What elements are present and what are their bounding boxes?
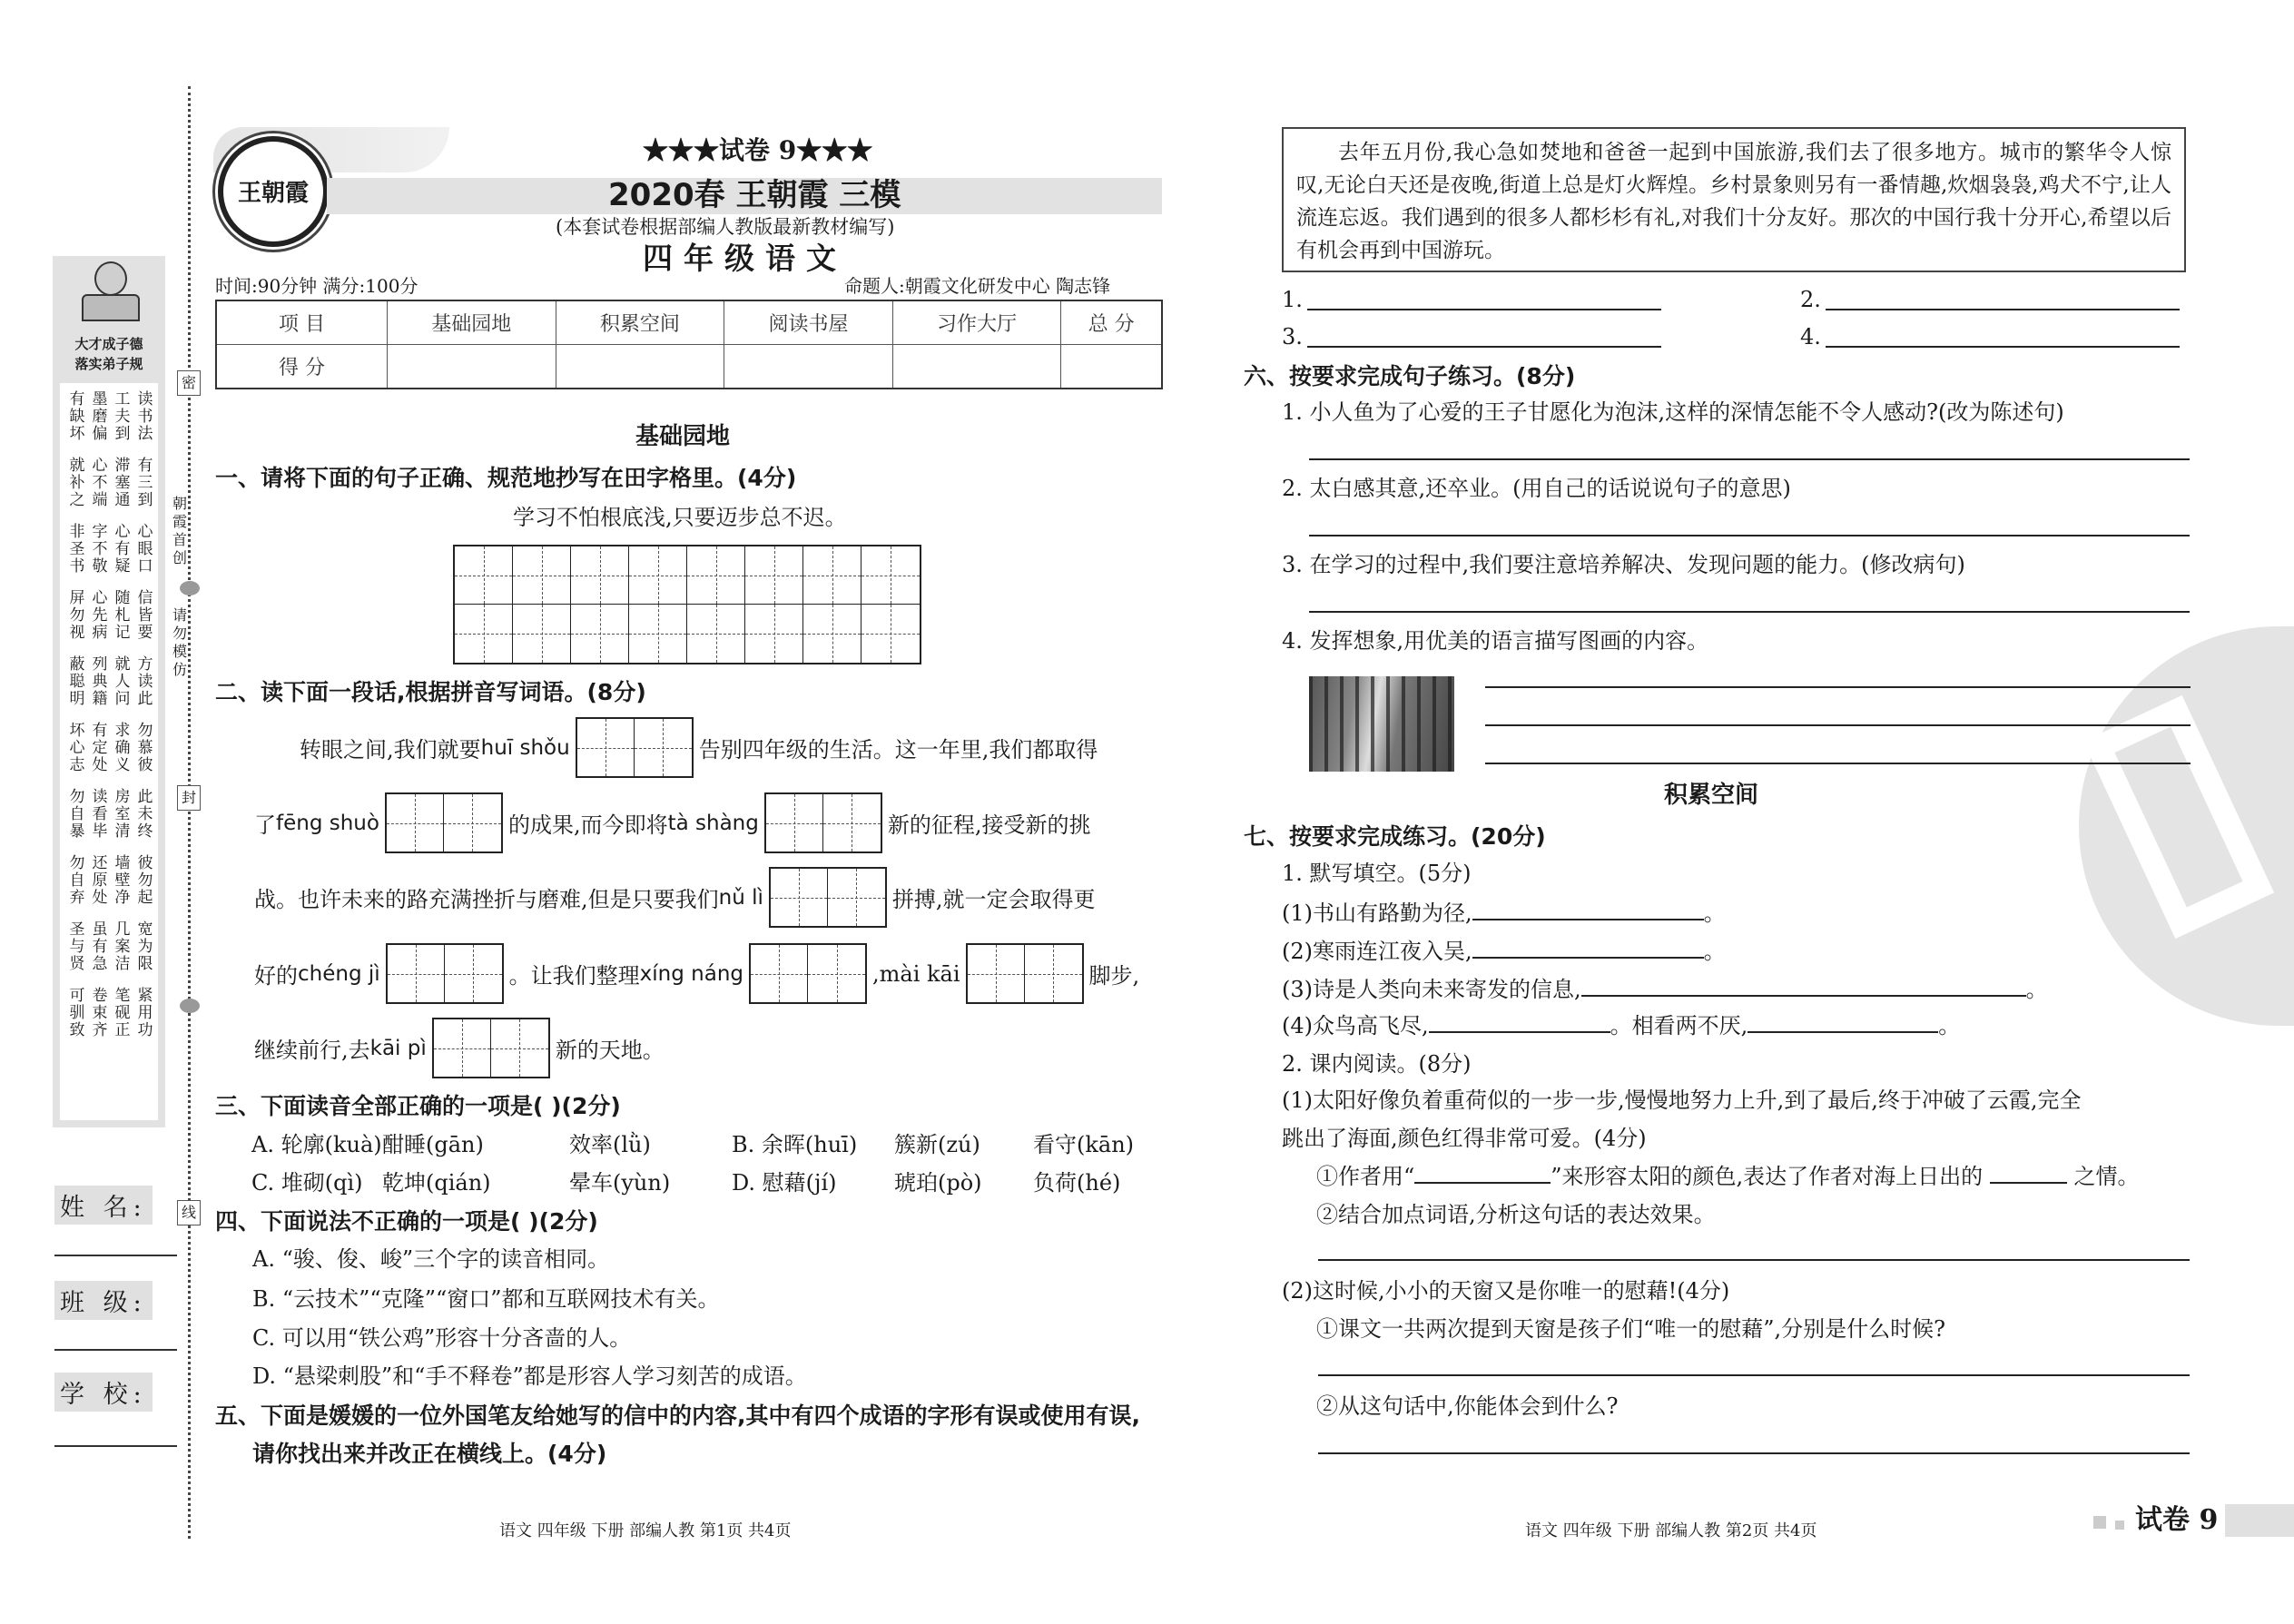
- verse-group: [60, 383, 158, 449]
- tianzige-cell[interactable]: [968, 945, 1025, 1002]
- tianzige-cell[interactable]: [687, 605, 745, 663]
- pronunciation-option: 簇新(zú): [894, 1132, 980, 1157]
- recite-item-1: (1)书山有路勤为径, 。: [1282, 901, 1726, 926]
- pinyin-label: kāi pì: [369, 1036, 427, 1060]
- score-cell[interactable]: [388, 345, 556, 389]
- recite-item-3: (3)诗是人类向未来寄发的信息, 。: [1282, 977, 2048, 1002]
- pinyin-answer-box[interactable]: [749, 943, 867, 1004]
- tianzige-cell[interactable]: [434, 1019, 491, 1077]
- verse-column: 有定处: [88, 722, 107, 773]
- answer-blank[interactable]: [1414, 1164, 1551, 1184]
- verse-column: 彼勿起: [133, 854, 153, 906]
- pinyin-answer-box[interactable]: [966, 943, 1084, 1004]
- verse-column: 滞塞通: [111, 457, 130, 508]
- verse-column: 宽为限: [133, 920, 153, 972]
- recite-blank[interactable]: [1581, 977, 2026, 997]
- verse-group: [60, 913, 158, 979]
- pronunciation-option: 琥珀(pò): [894, 1170, 982, 1196]
- paragraph-text: 告别四年级的生活。这一年里,我们都取得: [698, 737, 1098, 763]
- seal-mark-feng: 封: [177, 785, 201, 811]
- forest-picture: [1309, 676, 1454, 772]
- header-cell: 总 分: [1061, 300, 1162, 345]
- score-cell[interactable]: [724, 345, 893, 389]
- option-b[interactable]: B. “云技术”“克隆”“窗口”都和互联网技术有关。: [252, 1286, 720, 1312]
- part-title-accumulation: 积累空间: [1664, 782, 1759, 809]
- s6-question-3: 3. 在学习的过程中,我们要注意培养解决、发现问题的能力。(修改病句): [1282, 552, 1965, 577]
- verse-column: 墙壁净: [111, 854, 130, 906]
- section-5-title-cont: 请你找出来并改正在横线上。(4分): [252, 1441, 607, 1467]
- s6-answer-line-3[interactable]: [1309, 611, 2190, 613]
- verse-column: 几案洁: [111, 920, 130, 972]
- corner-paper-label: 试卷 9: [2135, 1504, 2219, 1536]
- section-1-title: 一、请将下面的句子正确、规范地抄写在田字格里。(4分): [215, 465, 797, 491]
- answer-line-3[interactable]: [1307, 346, 1661, 348]
- tianzige-cell[interactable]: [444, 794, 501, 851]
- tianzige-cell[interactable]: [861, 605, 920, 663]
- tianzige-cell[interactable]: [387, 794, 444, 851]
- score-cell[interactable]: [1061, 345, 1162, 389]
- grid-row: [455, 546, 920, 605]
- reading-answer-line-3[interactable]: [1318, 1452, 2190, 1454]
- paragraph-line: [254, 943, 1162, 1004]
- header-cell: 基础园地: [388, 300, 556, 345]
- recite-item-4: (4)众鸟高飞尽, 。相看两不厌, 。: [1282, 1013, 1961, 1038]
- s7-q2-title: 2. 课内阅读。(8分): [1282, 1051, 1472, 1077]
- tianzige-cell[interactable]: [766, 794, 823, 851]
- verse-column: 笔砚正: [111, 987, 130, 1038]
- tianzige-cell[interactable]: [571, 546, 629, 605]
- recite-blank[interactable]: [1748, 1013, 1938, 1033]
- paragraph-text: 战。也许未来的路充满挫折与磨难,但是只要我们: [254, 887, 719, 912]
- tianzige-cell[interactable]: [861, 546, 920, 605]
- picture-answer-line-1[interactable]: [1485, 686, 2191, 688]
- paragraph-text: ,mài kāi: [872, 960, 960, 987]
- verse-column: 非圣书: [65, 523, 84, 575]
- verse-column: 坏心志: [65, 722, 84, 773]
- notice-original: 朝霞首创: [172, 495, 187, 566]
- recite-item-2: (2)寒雨连江夜入吴, 。: [1282, 939, 1726, 964]
- answer-label-3: 3.: [1282, 324, 1303, 349]
- letter-excerpt-box: [1282, 127, 2186, 272]
- pinyin-label: huī shǒu: [480, 735, 570, 760]
- motto-line-2: 落实弟子规: [74, 356, 143, 372]
- page-footer-1: 语文 四年级 下册 部编人教 第1页 共4页: [499, 1521, 792, 1540]
- scholar-illustration: [82, 261, 136, 325]
- score-cell[interactable]: [556, 345, 724, 389]
- school-field[interactable]: [54, 1445, 177, 1447]
- paper-number: ★★★试卷 9★★★: [643, 135, 873, 165]
- option-a[interactable]: A. “骏、俊、峻”三个字的读音相同。: [252, 1246, 610, 1272]
- corner-band: [2225, 1504, 2294, 1537]
- reading-answer-line-2[interactable]: [1318, 1374, 2190, 1376]
- motto-line-1: 大才成子德: [74, 336, 143, 352]
- score-table-header-row: [216, 300, 1162, 345]
- pronunciation-option[interactable]: A. 轮廓(kuà): [251, 1132, 382, 1157]
- reading-passage-2: (2)这时候,小小的天窗又是你唯一的慰藉!(4分): [1282, 1278, 1730, 1304]
- verse-column: 虽有急: [88, 920, 107, 972]
- header-cell: 积累空间: [556, 300, 724, 345]
- paragraph-text: 的成果,而今即将: [507, 812, 668, 838]
- verse-column: 屏勿视: [65, 589, 84, 641]
- tianzige-cell[interactable]: [388, 945, 445, 1002]
- pronunciation-option[interactable]: B. 余晖(huī): [732, 1132, 858, 1157]
- name-field[interactable]: [54, 1255, 177, 1256]
- tianzige-cell[interactable]: [803, 546, 861, 605]
- part-title-basics: 基础园地: [635, 423, 731, 450]
- verse-group: [60, 516, 158, 582]
- score-cell[interactable]: [892, 345, 1061, 389]
- s6-question-2: 2. 太白感其意,还卒业。(用自己的话说说句子的意思): [1282, 476, 1791, 501]
- verse-column: 方读此: [133, 655, 153, 707]
- seal-mark-mi: 密: [177, 370, 201, 396]
- tianzige-cell[interactable]: [571, 605, 629, 663]
- verse-column: 此未终: [133, 788, 153, 840]
- answer-blank[interactable]: [1990, 1164, 2067, 1184]
- tianzige-cell[interactable]: [828, 869, 885, 926]
- s6-answer-line-2[interactable]: [1309, 535, 2190, 536]
- swirl-ornament-icon: [180, 999, 200, 1013]
- verse-column: 字不敬: [88, 523, 107, 575]
- verse-column: 就人问: [111, 655, 130, 707]
- time-info: 时间:90分钟 满分:100分: [215, 275, 418, 297]
- verse-column: 心有疑: [111, 523, 130, 575]
- tianzige-cell[interactable]: [745, 546, 803, 605]
- recite-blank[interactable]: [1472, 939, 1704, 959]
- score-table: [215, 300, 1163, 389]
- s6-question-4: 4. 发挥想象,用优美的语言描写图画的内容。: [1282, 628, 1709, 654]
- tianzige-cell[interactable]: [771, 869, 828, 926]
- s6-answer-line-1[interactable]: [1309, 458, 2190, 460]
- pronunciation-option: 效率(lǜ): [569, 1132, 651, 1157]
- verse-group: [60, 847, 158, 913]
- verse-column: 圣与贤: [65, 920, 84, 972]
- header-cell: 习作大厅: [892, 300, 1061, 345]
- tianzige-cell[interactable]: [808, 945, 865, 1002]
- reading-q1-2: ②结合加点词语,分析这句话的表达效果。: [1316, 1202, 1716, 1227]
- tianzige-cell[interactable]: [455, 546, 513, 605]
- reading-q2-1: ①课文一共两次提到天窗是孩子们“唯一的慰藉”,分别是什么时候?: [1316, 1316, 1946, 1342]
- pronunciation-option: 负荷(hé): [1033, 1170, 1121, 1196]
- tianzige-cell[interactable]: [1025, 945, 1082, 1002]
- verse-column: 勿自弃: [65, 854, 84, 906]
- paragraph-line: [254, 1018, 1162, 1078]
- binding-dotted-line: [188, 86, 191, 1539]
- verse-column: 读书法: [133, 390, 153, 442]
- subject-title: 四年级语文: [643, 241, 847, 276]
- paragraph-line: [254, 792, 1162, 853]
- reading-q1-1: ①作者用“ ”来形容太阳的颜色,表达了作者对海上日出的 之情。: [1316, 1164, 2140, 1189]
- tianzige-cell[interactable]: [491, 1019, 548, 1077]
- pronunciation-option: 乾坤(qián): [382, 1170, 491, 1196]
- s7-q1-title: 1. 默写填空。(5分): [1282, 861, 1472, 886]
- pinyin-label: tà shàng: [667, 811, 759, 835]
- verse-column: 墨磨偏: [88, 390, 107, 442]
- verse-group: [60, 714, 158, 781]
- pronunciation-option[interactable]: C. 堆砌(qì): [251, 1170, 363, 1196]
- pinyin-label: xíng náng: [639, 961, 743, 986]
- section-3-title: 三、下面读音全部正确的一项是( )(2分): [215, 1093, 621, 1119]
- verse-column: 紧用功: [133, 987, 153, 1038]
- section-2-title: 二、读下面一段话,根据拼音写词语。(8分): [215, 679, 646, 705]
- answer-label-1: 1.: [1282, 287, 1303, 312]
- verse-column: 心先病: [88, 589, 107, 641]
- picture-answer-line-3[interactable]: [1485, 763, 2191, 764]
- pronunciation-option: 晕车(yùn): [569, 1170, 671, 1196]
- exam-title: 2020春 王朝霞 三模: [608, 177, 901, 213]
- verse-column: 心不端: [88, 457, 107, 508]
- pronunciation-option: 看守(kān): [1033, 1132, 1135, 1157]
- paragraph-text: 了: [254, 812, 276, 838]
- tianzige-cell[interactable]: [635, 719, 692, 776]
- paragraph-text: 脚步,: [1088, 963, 1140, 989]
- paragraph-line: [300, 717, 1207, 778]
- verses-list: [60, 383, 158, 1120]
- pinyin-answer-box[interactable]: [386, 943, 504, 1004]
- picture-answer-line-2[interactable]: [1485, 724, 2191, 726]
- pinyin-label: nǔ lì: [718, 885, 763, 910]
- reading-passage-1-cont: 跳出了海面,颜色红得非常可爱。(4分): [1282, 1126, 1647, 1151]
- recite-blank[interactable]: [1472, 901, 1704, 920]
- tianzige-cell[interactable]: [513, 546, 571, 605]
- verse-column: 随札记: [111, 589, 130, 641]
- letter-text: 去年五月份,我心急如焚地和爸爸一起到中国旅游,我们去了很多地方。城市的繁华令人惊叹,无论白天还是夜晚,街道上总是灯火辉煌。乡村景象则另有一番情趣,炊烟袅袅,鸡犬不宁,让人流连忘返。我们遇到的很多人都杉杉有礼,对我们十分友好。那次的中国行我十分开心,希望以后有机会再到中国游玩。: [1296, 141, 2171, 262]
- reading-answer-line-1[interactable]: [1318, 1259, 2190, 1261]
- verse-column: 求确义: [111, 722, 130, 773]
- paragraph-text: 新的天地。: [555, 1038, 665, 1063]
- section-4-title: 四、下面说法不正确的一项是( )(2分): [215, 1208, 598, 1235]
- paragraph-text: 转眼之间,我们就要: [300, 737, 481, 763]
- tianzige-cell[interactable]: [455, 605, 513, 663]
- verse-column: 列典籍: [88, 655, 107, 707]
- brand-logo: 王朝霞: [218, 136, 329, 247]
- pinyin-answer-box[interactable]: [432, 1018, 550, 1078]
- section-6-title: 六、按要求完成句子练习。(8分): [1244, 363, 1576, 389]
- verse-group: [60, 781, 158, 847]
- pinyin-answer-box[interactable]: [769, 867, 887, 928]
- tianzige-cell[interactable]: [513, 605, 571, 663]
- reading-q2-2: ②从这句话中,你能体会到什么?: [1316, 1393, 1619, 1419]
- paragraph-line: [254, 867, 1162, 928]
- corner-decoration: [2115, 1521, 2124, 1530]
- answer-line-1[interactable]: [1307, 309, 1661, 310]
- pinyin-answer-box[interactable]: [764, 792, 882, 853]
- school-label: 学 校:: [54, 1373, 153, 1412]
- author-info: 命题人:朝霞文化研发中心 陶志锋: [844, 275, 1111, 297]
- copy-grid[interactable]: [453, 545, 921, 664]
- answer-label-4: 4.: [1800, 324, 1821, 349]
- verse-column: 有三到: [133, 457, 153, 508]
- verse-column: 就补之: [65, 457, 84, 508]
- paragraph-text: 。让我们整理: [508, 963, 640, 989]
- reading-passage-1: (1)太阳好像负着重荷似的一步一步,慢慢地努力上升,到了最后,终于冲破了云霞,完全: [1282, 1088, 2082, 1113]
- row-label: 得 分: [216, 345, 388, 389]
- verse-column: 信皆要: [133, 589, 153, 641]
- page-footer-2: 语文 四年级 下册 部编人教 第2页 共4页: [1525, 1521, 1817, 1540]
- seal-mark-xian: 线: [177, 1200, 201, 1225]
- tianzige-cell[interactable]: [823, 794, 881, 851]
- header-cell: 项 目: [216, 300, 388, 345]
- recite-blank[interactable]: [1429, 1013, 1610, 1033]
- class-field[interactable]: [54, 1349, 177, 1351]
- grid-row: [455, 605, 920, 663]
- discipline-rules-sidebar: [53, 256, 165, 1127]
- pinyin-answer-box[interactable]: [385, 792, 503, 853]
- verse-column: 读看毕: [88, 788, 107, 840]
- swirl-ornament-icon: [180, 581, 200, 595]
- verse-column: 有缺坏: [65, 390, 84, 442]
- exam-subtitle: (本套试卷根据部编人教版最新教材编写): [556, 216, 895, 238]
- corner-decoration: [2093, 1516, 2106, 1529]
- verse-group: [60, 979, 158, 1046]
- pronunciation-option: 酣睡(gān): [382, 1132, 484, 1157]
- verse-column: 可驯致: [65, 987, 84, 1038]
- tianzige-cell[interactable]: [629, 546, 687, 605]
- verse-group: [60, 449, 158, 516]
- class-label: 班 级:: [54, 1281, 153, 1320]
- score-table-row: [216, 345, 1162, 389]
- paragraph-text: 新的征程,接受新的挑: [887, 812, 1091, 838]
- section-7-title: 七、按要求完成练习。(20分): [1244, 823, 1546, 850]
- tianzige-cell[interactable]: [745, 605, 803, 663]
- option-d[interactable]: D. “悬梁刺股”和“手不释卷”都是形容人学习刻苦的成语。: [252, 1363, 807, 1389]
- paragraph-text: 拼搏,就一定会取得更: [891, 887, 1096, 912]
- verse-group: [60, 582, 158, 648]
- option-c[interactable]: C. 可以用“铁公鸡”形容十分吝啬的人。: [252, 1325, 632, 1351]
- verse-column: 房室清: [111, 788, 130, 840]
- copy-sentence: 学习不怕根底浅,只要迈步总不迟。: [513, 505, 847, 530]
- pinyin-label: chéng jì: [298, 961, 380, 986]
- tianzige-cell[interactable]: [803, 605, 861, 663]
- pinyin-label: fēng shuò: [276, 811, 379, 835]
- verse-column: 卷束齐: [88, 987, 107, 1038]
- verse-column: 还原处: [88, 854, 107, 906]
- verse-column: 心眼口: [133, 523, 153, 575]
- answer-label-2: 2.: [1800, 287, 1821, 312]
- notice-no-copy: 请勿模仿: [172, 606, 187, 678]
- tianzige-cell[interactable]: [577, 719, 635, 776]
- pinyin-answer-box[interactable]: [576, 717, 694, 778]
- tianzige-cell[interactable]: [445, 945, 502, 1002]
- verse-column: 勿慕彼: [133, 722, 153, 773]
- answer-line-4[interactable]: [1826, 346, 2180, 348]
- verse-column: 勿自暴: [65, 788, 84, 840]
- tianzige-cell[interactable]: [687, 546, 745, 605]
- answer-line-2[interactable]: [1826, 309, 2180, 310]
- paragraph-text: 好的: [254, 963, 298, 989]
- verse-group: [60, 648, 158, 714]
- verse-column: 蔽聪明: [65, 655, 84, 707]
- section-5-title: 五、下面是媛媛的一位外国笔友给她写的信中的内容,其中有四个成语的字形有误或使用有误,: [215, 1403, 1140, 1429]
- header-cell: 阅读书屋: [724, 300, 893, 345]
- tianzige-cell[interactable]: [751, 945, 808, 1002]
- tianzige-cell[interactable]: [629, 605, 687, 663]
- name-label: 姓 名:: [54, 1186, 153, 1225]
- paragraph-text: 继续前行,去: [254, 1038, 370, 1063]
- verse-column: 工夫到: [111, 390, 130, 442]
- s6-question-1: 1. 小人鱼为了心爱的王子甘愿化为泡沫,这样的深情怎能不令人感动?(改为陈述句): [1282, 399, 2064, 425]
- pronunciation-option[interactable]: D. 慰藉(jí): [732, 1170, 837, 1196]
